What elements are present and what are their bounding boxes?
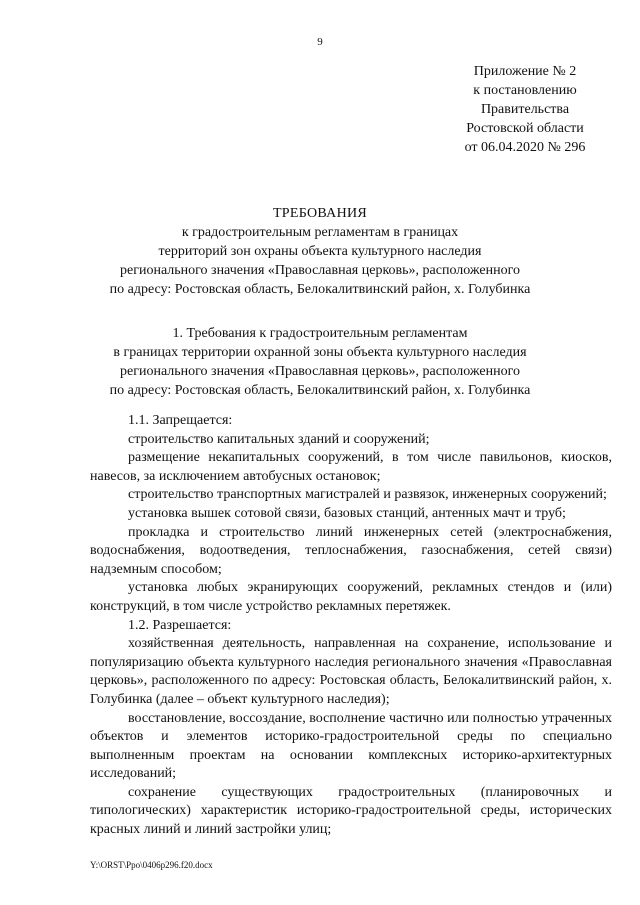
section-heading-line-4: по адресу: Ростовская область, Белокалитвинский район, х. Голубинка [109, 383, 531, 398]
footer-file-path: Y:\ORST\Ppo\0406p296.f20.docx [90, 860, 213, 870]
section-heading-line-2: в границах территории охранной зоны объекта культурного наследия [113, 345, 527, 360]
paragraph: восстановление, воссоздание, восполнение частично или полностью утраченных объектов и элементов историко-градостроительной среды по специально выполненным проектам на основании комплексных историко-архитектурных исследований; [90, 710, 612, 782]
appendix-line-1: Приложение № 2 [473, 64, 577, 79]
appendix-line-4: Ростовской области [466, 121, 584, 136]
title-line-1: к градостроительным регламентам в границах [181, 225, 459, 240]
paragraph: строительство капитальных зданий и сооружений; [128, 431, 430, 447]
section-heading-1 [78, 324, 562, 400]
paragraph: хозяйственная деятельность, направленная на сохранение, использование и популяризацию объекта культурного наследия регионального значения «Православная церковь», расположенного по адресу: Ростовская область, Белокалитвинский район, х. Голубинка (далее – объект культурного наследия); [90, 636, 612, 707]
title-line-3: регионального значения «Православная церковь», расположенного [120, 263, 520, 278]
title-line-4: по адресу: Ростовская область, Белокалитвинский район, х. Голубинка [109, 282, 531, 297]
appendix-line-3: Правительства [480, 102, 570, 117]
document-title [78, 204, 562, 299]
body-text [90, 412, 612, 840]
appendix-line-2: к постановлению [473, 83, 577, 98]
paragraph: строительство транспортных магистралей и развязок, инженерных сооружений; [128, 487, 607, 503]
paragraph: установка вышек сотовой связи, базовых станций, антенных мачт и труб; [128, 505, 566, 521]
paragraph-prohibited-heading: 1.1. Запрещается: [128, 413, 233, 428]
paragraph: размещение некапитальных сооружений, в том числе павильонов, киосков, навесов, за исключением автобусных остановок; [90, 450, 612, 484]
paragraph: прокладка и строительство линий инженерных сетей (электроснабжения, водоснабжения, водоотведения, теплоснабжения, газоснабжения, сетей связи) надземным способом; [90, 524, 612, 577]
title-line-2: территорий зон охраны объекта культурного наследия [158, 244, 482, 259]
section-heading-line-3: регионального значения «Православная церковь», расположенного [120, 364, 520, 379]
title-main: ТРЕБОВАНИЯ [272, 206, 368, 221]
page-number: 9 [317, 36, 323, 48]
paragraph: сохранение существующих градостроительных (планировочных и типологических) характеристик историко-градостроительной среды, исторических красных линий и линий застройки улиц; [90, 784, 612, 838]
paragraph: установка любых экранирующих сооружений, рекламных стендов и (или) конструкций, в том числе устройство рекламных перетяжек. [90, 580, 612, 614]
paragraph-allowed-heading: 1.2. Разрешается: [128, 617, 232, 633]
appendix-header [445, 62, 605, 157]
appendix-line-5: от 06.04.2020 № 296 [464, 140, 586, 155]
section-heading-line-1: 1. Требования к градостроительным регламентам [172, 326, 468, 341]
